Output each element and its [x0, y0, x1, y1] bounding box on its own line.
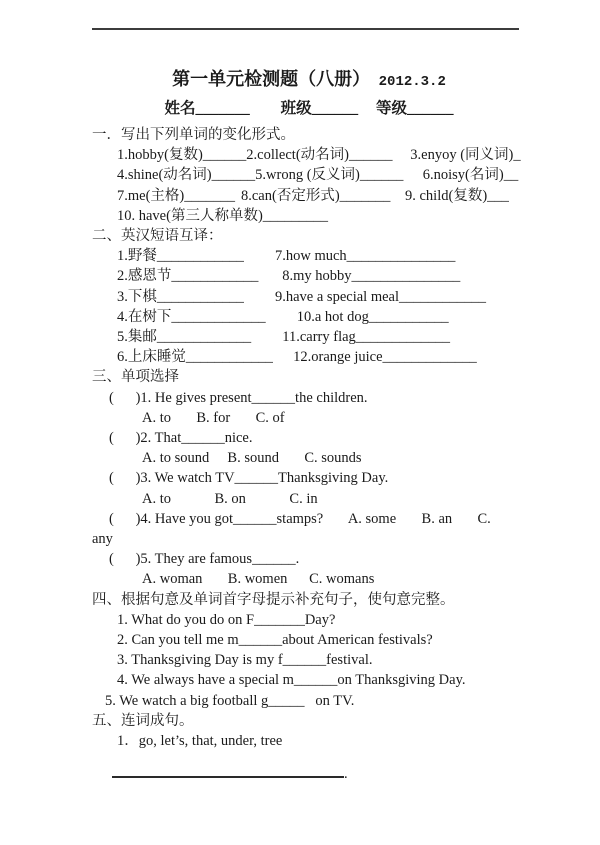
- choice-question: ( )3. We watch TV______Thanksgiving Day.: [109, 470, 389, 487]
- page-title: [92, 66, 526, 96]
- class-blank-field: 班级______: [280, 100, 359, 117]
- section1-heading: 一．写出下列单词的变化形式。: [92, 127, 295, 143]
- choice-question: ( )1. He gives present______the children.: [109, 389, 368, 406]
- phrase-item: 11.carry flag_____________: [275, 329, 451, 346]
- choice-question: ( )5. They are famous______.: [109, 551, 300, 568]
- phrase-item: 2.感恩节____________: [117, 268, 259, 285]
- name-blank-field: 姓名_______: [164, 100, 250, 117]
- answer-line: [92, 762, 526, 784]
- phrase-item: 3.下棋____________: [117, 288, 244, 305]
- section1-row: [92, 145, 526, 165]
- phrase-item: 9.have a special meal____________: [275, 288, 486, 305]
- word-form-item: 10. have(第三人称单数)_________: [117, 207, 329, 224]
- fill-blank-item: 2. Can you tell me m______about American festivals?: [117, 632, 433, 649]
- page-content: [92, 66, 526, 785]
- word-form-item: 2.collect(动名词)______: [246, 147, 393, 164]
- phrase-item: 4.在树下_____________: [117, 308, 266, 325]
- sentence-words-item: 1．go, let’s, that, under, tree: [117, 733, 283, 750]
- phrase-item: 12.orange juice_____________: [275, 349, 477, 366]
- choice-options: A. to B. for C. of: [142, 409, 285, 426]
- section1-row: [92, 186, 526, 206]
- word-form-item: 7.me(主格)_______: [117, 187, 235, 204]
- word-form-item: 1.hobby(复数)______: [117, 147, 247, 164]
- worksheet-body: [92, 125, 526, 785]
- word-form-item: 3.enyoy (同义词)_: [410, 147, 521, 164]
- phrase-item: 6.上床睡觉____________: [117, 349, 273, 366]
- section4-heading: 四、根据句意及单词首字母提示补充句子，使句意完整。: [92, 591, 455, 608]
- fill-blank-item: 1. What do you do on F_______Day?: [117, 611, 336, 628]
- section2-row: [92, 347, 526, 367]
- choice-question: ( )2. That______nice.: [109, 430, 253, 447]
- word-form-item: 8.can(否定形式)_______: [241, 187, 391, 204]
- phrase-item: 10.a hot dog___________: [275, 308, 449, 325]
- choice-options: A. to sound B. sound C. sounds: [142, 450, 362, 467]
- section5-heading: 五、连词成句。: [92, 712, 194, 729]
- section2-row: [92, 327, 526, 347]
- fill-blank-item: 4. We always have a special m______on Thanksgiving Day.: [117, 672, 466, 689]
- choice-options: A. to B. on C. in: [142, 490, 318, 507]
- phrase-item: 1.野餐____________: [117, 248, 244, 265]
- phrase-item: 5.集邮_____________: [117, 329, 252, 346]
- answer-blank-underline: [112, 762, 344, 778]
- word-form-item: 6.noisy(名词)__: [419, 167, 519, 184]
- choice-question: ( )4. Have you got______stamps? A. some B. an C.: [109, 510, 491, 527]
- answer-period: .: [344, 766, 348, 783]
- choice-option-wrap: any: [92, 531, 113, 548]
- section2-row: [92, 266, 526, 286]
- section2-row: [92, 287, 526, 307]
- top-rule-divider: [92, 28, 519, 30]
- fill-blank-item: 5. We watch a big football g_____ on TV.: [105, 692, 355, 709]
- student-info-line: [92, 98, 526, 120]
- fill-blank-item: 3. Thanksgiving Day is my f______festival.: [117, 652, 373, 669]
- grade-blank-field: 等级______: [376, 100, 454, 117]
- word-form-item: 9. child(复数)___: [405, 187, 509, 204]
- word-form-item: 5.wrong (反义词)______: [255, 167, 404, 184]
- title-date: 2012.3.2: [378, 74, 446, 90]
- section2-row: [92, 246, 526, 266]
- title-text: 第一单元检测题（八册）: [172, 69, 371, 89]
- phrase-item: 7.how much_______________: [275, 248, 456, 265]
- choice-options: A. woman B. women C. womans: [142, 571, 375, 588]
- phrase-item: 8.my hobby_______________: [275, 268, 461, 285]
- section2-heading: 二、英汉短语互译：: [92, 228, 223, 245]
- word-form-item: 4.shine(动名词)______: [117, 167, 256, 184]
- section1-row: [92, 165, 526, 185]
- section2-row: [92, 307, 526, 327]
- section3-heading: 三、单项选择: [92, 369, 179, 386]
